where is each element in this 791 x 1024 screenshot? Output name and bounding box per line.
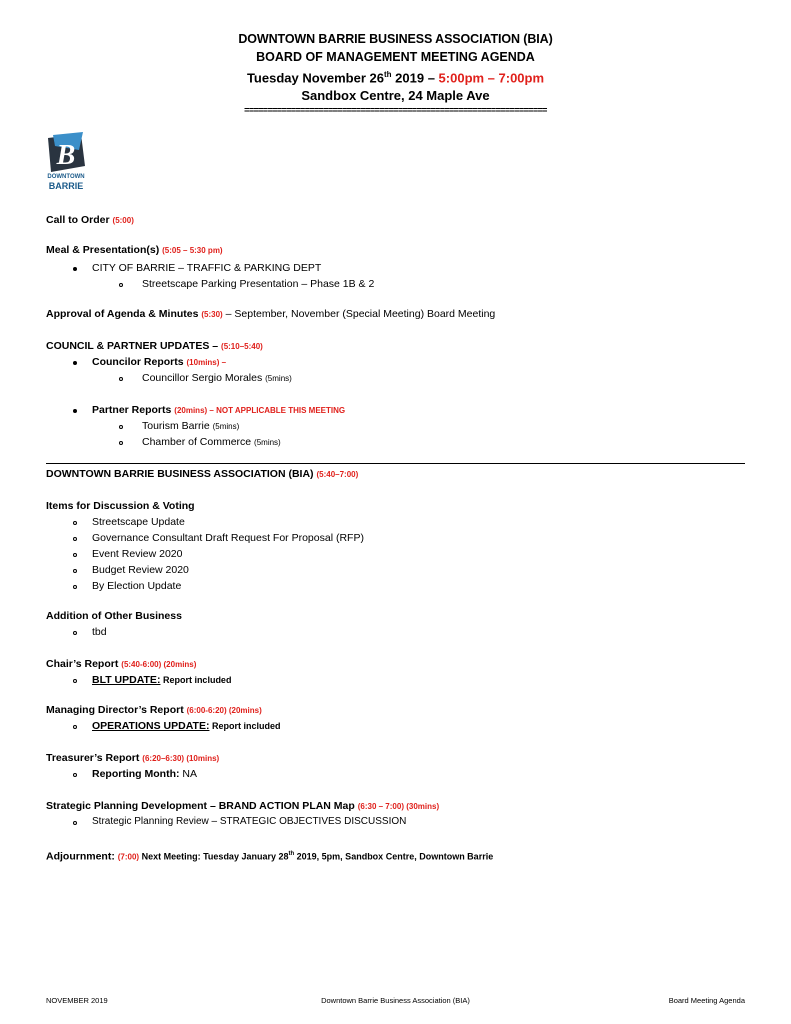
header-location: Sandbox Centre, 24 Maple Ave <box>301 88 490 104</box>
bia-time: (5:40–7:00) <box>316 470 359 479</box>
header-rule: ================================================================= <box>244 105 547 116</box>
document-header <box>0 30 791 115</box>
partner-item-1-time: (5mins) <box>212 422 240 431</box>
treasurer-item-label: Reporting Month: <box>92 768 180 780</box>
councilor-label: Councilor Reports <box>92 356 184 368</box>
header-date <box>0 66 791 87</box>
chair-item-label: BLT UPDATE: <box>92 674 161 686</box>
header-date-prefix: Tuesday November 26 <box>246 70 384 86</box>
other-business-item: tbd <box>92 626 107 638</box>
circle-bullet-icon <box>73 553 77 557</box>
strategic-item: Strategic Planning Review – STRATEGIC OBJECTIVES DISCUSSION <box>92 816 407 827</box>
meal-time: (5:05 – 5:30 pm) <box>162 246 223 255</box>
chair-heading <box>46 657 196 672</box>
call-to-order-label: Call to Order <box>46 214 110 226</box>
circle-bullet-icon <box>119 425 123 429</box>
section-divider <box>46 463 745 464</box>
partner-label: Partner Reports <box>92 404 172 416</box>
partner-reports <box>92 403 345 418</box>
circle-bullet-icon <box>73 821 77 825</box>
footer-left: NOVEMBER 2019 <box>46 996 108 1005</box>
discussion-item: Governance Consultant Draft Request For Proposal (RFP) <box>92 532 364 544</box>
strategic-time: (6:30 – 7:00) (30mins) <box>357 802 440 811</box>
bullet-icon <box>73 409 77 413</box>
bullet-icon <box>73 361 77 365</box>
circle-bullet-icon <box>73 569 77 573</box>
bia-label: DOWNTOWN BARRIE BUSINESS ASSOCIATION (BIA) <box>46 468 314 480</box>
adjournment-rest-prefix: Next Meeting: Tuesday January 28 <box>139 851 289 862</box>
circle-bullet-icon <box>119 377 123 381</box>
treasurer-heading <box>46 751 219 766</box>
circle-bullet-icon <box>119 441 123 445</box>
circle-bullet-icon <box>73 521 77 525</box>
header-title: BOARD OF MANAGEMENT MEETING AGENDA <box>256 50 535 64</box>
council-label: COUNCIL & PARTNER UPDATES – <box>46 340 219 352</box>
md-time: (6:00-6:20) (20mins) <box>186 706 262 715</box>
partner-item-2 <box>142 435 281 450</box>
treasurer-item <box>92 767 197 781</box>
discussion-item: Budget Review 2020 <box>92 564 189 576</box>
strategic-label: Strategic Planning Development – BRAND ACTION PLAN Map <box>46 800 355 812</box>
md-label: Managing Director’s Report <box>46 704 184 716</box>
other-business-heading: Addition of Other Business <box>46 610 182 622</box>
councilor-reports <box>92 355 226 370</box>
chair-item <box>92 673 231 687</box>
md-item-rest: Report included <box>209 721 281 731</box>
header-organization: DOWNTOWN BARRIE BUSINESS ASSOCIATION (BIA) <box>238 32 553 46</box>
adjournment-label: Adjournment: <box>46 850 115 863</box>
partner-item-2-label: Chamber of Commerce <box>142 436 252 448</box>
treasurer-time: (6:20–6:30) (10mins) <box>142 754 220 763</box>
partner-item-2-time: (5mins) <box>254 438 281 447</box>
logo-line1: DOWNTOWN <box>47 174 85 180</box>
approval-time: (5:30) <box>201 310 223 319</box>
svg-text:B: B <box>56 140 76 171</box>
partner-item-1-label: Tourism Barrie <box>142 420 210 432</box>
adjournment-time: (7:00) <box>117 852 140 862</box>
discussion-item: Streetscape Update <box>92 516 185 528</box>
circle-bullet-icon <box>73 585 77 589</box>
md-item <box>92 719 280 733</box>
council-heading <box>46 339 263 354</box>
council-time: (5:10–5:40) <box>221 342 263 351</box>
approval <box>46 307 495 322</box>
adjournment <box>46 847 493 865</box>
chair-item-rest: Report included <box>160 675 232 685</box>
meal-subitem: Streetscape Parking Presentation – Phase 1B & 2 <box>142 278 375 290</box>
chair-label: Chair’s Report <box>46 658 119 670</box>
treasurer-label: Treasurer’s Report <box>46 752 140 764</box>
downtown-barrie-logo <box>45 132 101 194</box>
md-item-label: OPERATIONS UPDATE: <box>92 720 210 732</box>
partner-time: (20mins) – NOT APPLICABLE THIS MEETING <box>174 406 346 415</box>
councilor-item <box>142 371 292 386</box>
approval-rest: – September, November (Special Meeting) Board Meeting <box>222 308 496 320</box>
logo-b-icon <box>45 132 87 174</box>
call-to-order-time: (5:00) <box>112 216 134 225</box>
partner-item-1 <box>142 419 239 434</box>
logo-line2: BARRIE <box>48 181 84 191</box>
discussion-item: By Election Update <box>92 580 182 592</box>
treasurer-item-rest: NA <box>179 768 197 780</box>
footer-center: Downtown Barrie Business Association (BIA) <box>321 996 470 1005</box>
footer-right: Board Meeting Agenda <box>668 996 745 1005</box>
approval-label: Approval of Agenda & Minutes <box>46 308 199 320</box>
meal-label: Meal & Presentation(s) <box>46 244 160 256</box>
call-to-order <box>46 213 134 228</box>
bia-heading <box>46 467 358 482</box>
councilor-time: (10mins) – <box>186 358 227 367</box>
discussion-heading: Items for Discussion & Voting <box>46 500 195 512</box>
adjournment-rest-suffix: 2019, 5pm, Sandbox Centre, Downtown Barrie <box>294 851 494 862</box>
circle-bullet-icon <box>73 773 77 777</box>
chair-time: (5:40-6:00) (20mins) <box>121 660 197 669</box>
circle-bullet-icon <box>119 283 123 287</box>
circle-bullet-icon <box>73 725 77 729</box>
circle-bullet-icon <box>73 537 77 541</box>
meal-item: CITY OF BARRIE – TRAFFIC & PARKING DEPT <box>92 262 322 274</box>
md-heading <box>46 703 262 718</box>
adjournment-rest-sup: th <box>288 851 295 857</box>
strategic-heading <box>46 799 439 814</box>
councilor-item-time: (5mins) <box>265 374 292 383</box>
header-date-year: 2019 – <box>391 70 439 86</box>
bullet-icon <box>73 267 77 271</box>
discussion-item: Event Review 2020 <box>92 548 183 560</box>
circle-bullet-icon <box>73 631 77 635</box>
circle-bullet-icon <box>73 679 77 683</box>
header-time: 5:00pm – 7:00pm <box>438 70 545 86</box>
meal-heading <box>46 243 223 258</box>
councilor-item-label: Councillor Sergio Morales <box>142 372 263 384</box>
header-date-sup: th <box>383 70 392 79</box>
